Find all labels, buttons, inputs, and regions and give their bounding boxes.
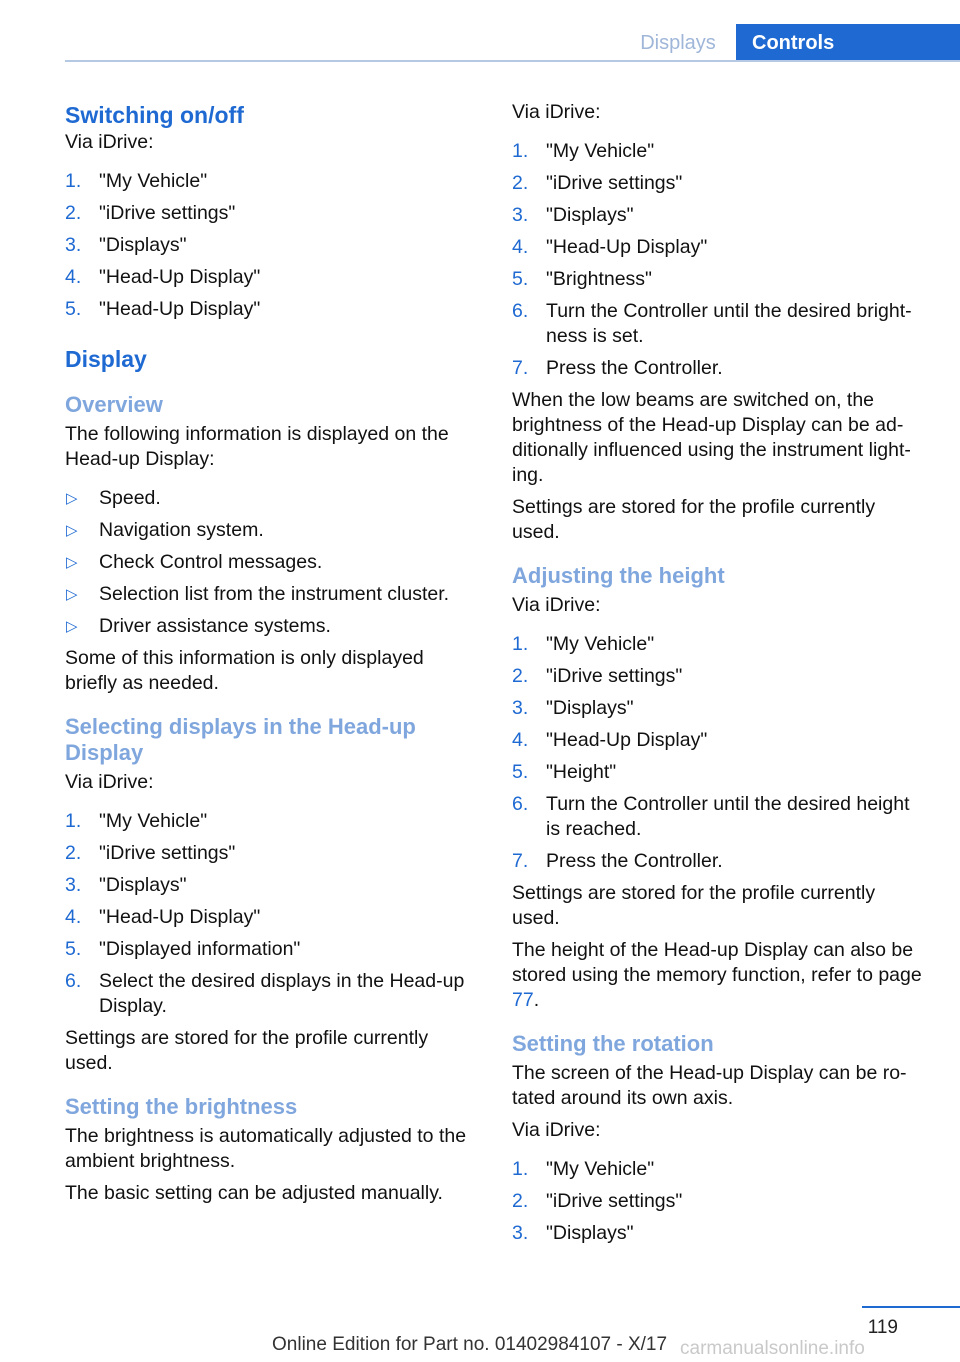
selecting-note: Settings are stored for the profile currently used. — [65, 1027, 429, 1074]
brightness-steps — [512, 139, 928, 381]
brightness-profile-note: Settings are stored for the profile currently used. — [512, 496, 876, 543]
step-text: "My Vehicle" — [99, 810, 208, 832]
list-item — [65, 201, 481, 226]
triangle-bullet-icon: ▷ — [66, 586, 78, 603]
bullet-text: Navigation system. — [99, 519, 264, 541]
triangle-bullet-icon: ▷ — [66, 522, 78, 539]
step-number: 2. — [65, 842, 82, 864]
memory-note-end: . — [533, 989, 540, 1011]
step-text: "My Vehicle" — [99, 170, 208, 192]
step-text: "My Vehicle" — [546, 633, 655, 655]
step-text: "Displays" — [546, 697, 634, 719]
step-text: "Head-Up Display" — [546, 729, 708, 751]
step-text: Press the Controller. — [546, 850, 723, 872]
rotation-p1: The screen of the Head-up Display can be ro‐tated around its own axis. — [512, 1062, 907, 1109]
step-text: Select the desired displays in the Head-up Display. — [99, 970, 465, 1017]
step-text: "Head-Up Display" — [99, 298, 261, 320]
list-item — [65, 233, 481, 258]
step-text: "Brightness" — [546, 268, 652, 290]
display-title: Display — [65, 346, 147, 372]
step-number: 1. — [65, 170, 82, 192]
switching-title: Switching on/off — [65, 102, 244, 128]
step-text: "Displays" — [546, 1222, 634, 1244]
step-number: 4. — [512, 236, 529, 258]
list-item — [65, 969, 481, 1019]
step-text: "iDrive settings" — [546, 665, 683, 687]
height-intro: Via iDrive: — [512, 594, 601, 616]
list-item — [512, 1221, 928, 1246]
triangle-bullet-icon: ▷ — [66, 490, 78, 507]
rotation-intro: Via iDrive: — [512, 1119, 601, 1141]
step-number: 3. — [512, 204, 529, 226]
list-item — [65, 841, 481, 866]
step-text: "Displayed information" — [99, 938, 301, 960]
memory-note-text: The height of the Head-up Display can also be stored using the memory function, refer to page — [512, 939, 922, 986]
step-number: 6. — [65, 970, 82, 992]
list-item — [512, 139, 928, 164]
list-item — [512, 664, 928, 689]
step-number: 3. — [65, 234, 82, 256]
step-number: 2. — [512, 665, 529, 687]
step-number: 4. — [512, 729, 529, 751]
list-item — [512, 728, 928, 753]
step-text: "iDrive settings" — [546, 172, 683, 194]
list-item — [65, 550, 481, 575]
list-item — [65, 809, 481, 834]
list-item — [65, 937, 481, 962]
brightness-p1: The brightness is automatically adjusted to the ambient brightness. — [65, 1125, 467, 1172]
watermark: carmanualsonline.info — [680, 1338, 865, 1359]
step-text: Turn the Controller until the desired bright‐ness is set. — [546, 300, 912, 347]
step-number: 3. — [512, 697, 529, 719]
list-item — [65, 169, 481, 194]
step-number: 1. — [65, 810, 82, 832]
step-number: 5. — [512, 761, 529, 783]
list-item — [512, 792, 928, 842]
page-number: 119 — [867, 1317, 898, 1338]
step-text: Press the Controller. — [546, 357, 723, 379]
bullet-text: Driver assistance systems. — [99, 615, 331, 637]
step-number: 5. — [512, 268, 529, 290]
bullet-text: Selection list from the instrument cluster. — [99, 583, 450, 605]
list-item — [512, 849, 928, 874]
step-number: 1. — [512, 633, 529, 655]
height-profile-note: Settings are stored for the profile currently used. — [512, 882, 876, 929]
list-item — [65, 297, 481, 322]
switching-steps — [65, 169, 481, 322]
list-item — [65, 265, 481, 290]
step-text: "iDrive settings" — [99, 202, 236, 224]
step-text: "Head-Up Display" — [99, 906, 261, 928]
switching-intro: Via iDrive: — [65, 131, 154, 153]
brightness-intro: Via iDrive: — [512, 101, 601, 123]
page-reference-link[interactable]: 77 — [512, 989, 534, 1011]
selecting-intro: Via iDrive: — [65, 771, 154, 793]
list-item — [65, 486, 481, 511]
step-number: 7. — [512, 850, 529, 872]
step-text: "Height" — [546, 761, 617, 783]
selecting-title: Selecting displays in the Head-up Display — [65, 714, 416, 765]
step-number: 1. — [512, 140, 529, 162]
step-number: 6. — [512, 300, 529, 322]
step-number: 1. — [512, 1158, 529, 1180]
list-item — [65, 582, 481, 607]
step-text: "iDrive settings" — [546, 1190, 683, 1212]
step-number: 3. — [512, 1222, 529, 1244]
left-column — [65, 100, 481, 1213]
list-item — [512, 1157, 928, 1182]
step-number: 5. — [65, 298, 82, 320]
step-number: 7. — [512, 357, 529, 379]
step-text: "iDrive settings" — [99, 842, 236, 864]
rotation-title: Setting the rotation — [512, 1031, 714, 1056]
list-item — [512, 356, 928, 381]
overview-bullets — [65, 486, 481, 639]
step-number: 2. — [512, 172, 529, 194]
list-item — [65, 873, 481, 898]
height-title: Adjusting the height — [512, 563, 725, 588]
bullet-text: Check Control messages. — [99, 551, 323, 573]
footer-rule — [862, 1306, 960, 1308]
header-rule — [65, 60, 960, 62]
list-item — [65, 518, 481, 543]
list-item — [512, 267, 928, 292]
brightness-low-beams-note: When the low beams are switched on, the brightness of the Head-up Display can be ad‐ditionally influenced using the instrument light‐ing. — [512, 389, 911, 486]
step-text: "Displays" — [99, 874, 187, 896]
list-item — [512, 203, 928, 228]
step-number: 5. — [65, 938, 82, 960]
step-number: 6. — [512, 793, 529, 815]
selecting-steps — [65, 809, 481, 1019]
height-steps — [512, 632, 928, 874]
rotation-steps — [512, 1157, 928, 1246]
step-text: "Displays" — [546, 204, 634, 226]
list-item — [512, 1189, 928, 1214]
list-item — [512, 299, 928, 349]
list-item — [65, 614, 481, 639]
list-item — [512, 171, 928, 196]
list-item — [65, 905, 481, 930]
brightness-title: Setting the brightness — [65, 1094, 298, 1119]
overview-title: Overview — [65, 392, 163, 417]
step-text: "Head-Up Display" — [99, 266, 261, 288]
triangle-bullet-icon: ▷ — [66, 618, 78, 635]
list-item — [512, 632, 928, 657]
step-number: 4. — [65, 266, 82, 288]
list-item — [512, 760, 928, 785]
overview-note: Some of this information is only displayed briefly as needed. — [65, 647, 424, 694]
overview-intro: The following information is displayed on the Head-up Display: — [65, 423, 449, 470]
step-text: "My Vehicle" — [546, 140, 655, 162]
bullet-text: Speed. — [99, 487, 161, 509]
edition-footer: Online Edition for Part no. 01402984107 - X/17 — [272, 1334, 668, 1355]
step-text: "My Vehicle" — [546, 1158, 655, 1180]
page-header — [0, 0, 960, 62]
triangle-bullet-icon: ▷ — [66, 554, 78, 571]
step-number: 2. — [65, 202, 82, 224]
step-text: "Head-Up Display" — [546, 236, 708, 258]
step-text: "Displays" — [99, 234, 187, 256]
step-number: 3. — [65, 874, 82, 896]
step-number: 2. — [512, 1190, 529, 1212]
list-item — [512, 235, 928, 260]
header-section-label: Displays — [640, 32, 716, 54]
step-text: Turn the Controller until the desired height is reached. — [546, 793, 910, 840]
header-chapter-tab: Controls — [736, 24, 960, 62]
height-memory-note — [512, 938, 928, 1013]
right-column — [512, 100, 928, 1253]
list-item — [512, 696, 928, 721]
brightness-p2: The basic setting can be adjusted manually. — [65, 1182, 443, 1204]
step-number: 4. — [65, 906, 82, 928]
